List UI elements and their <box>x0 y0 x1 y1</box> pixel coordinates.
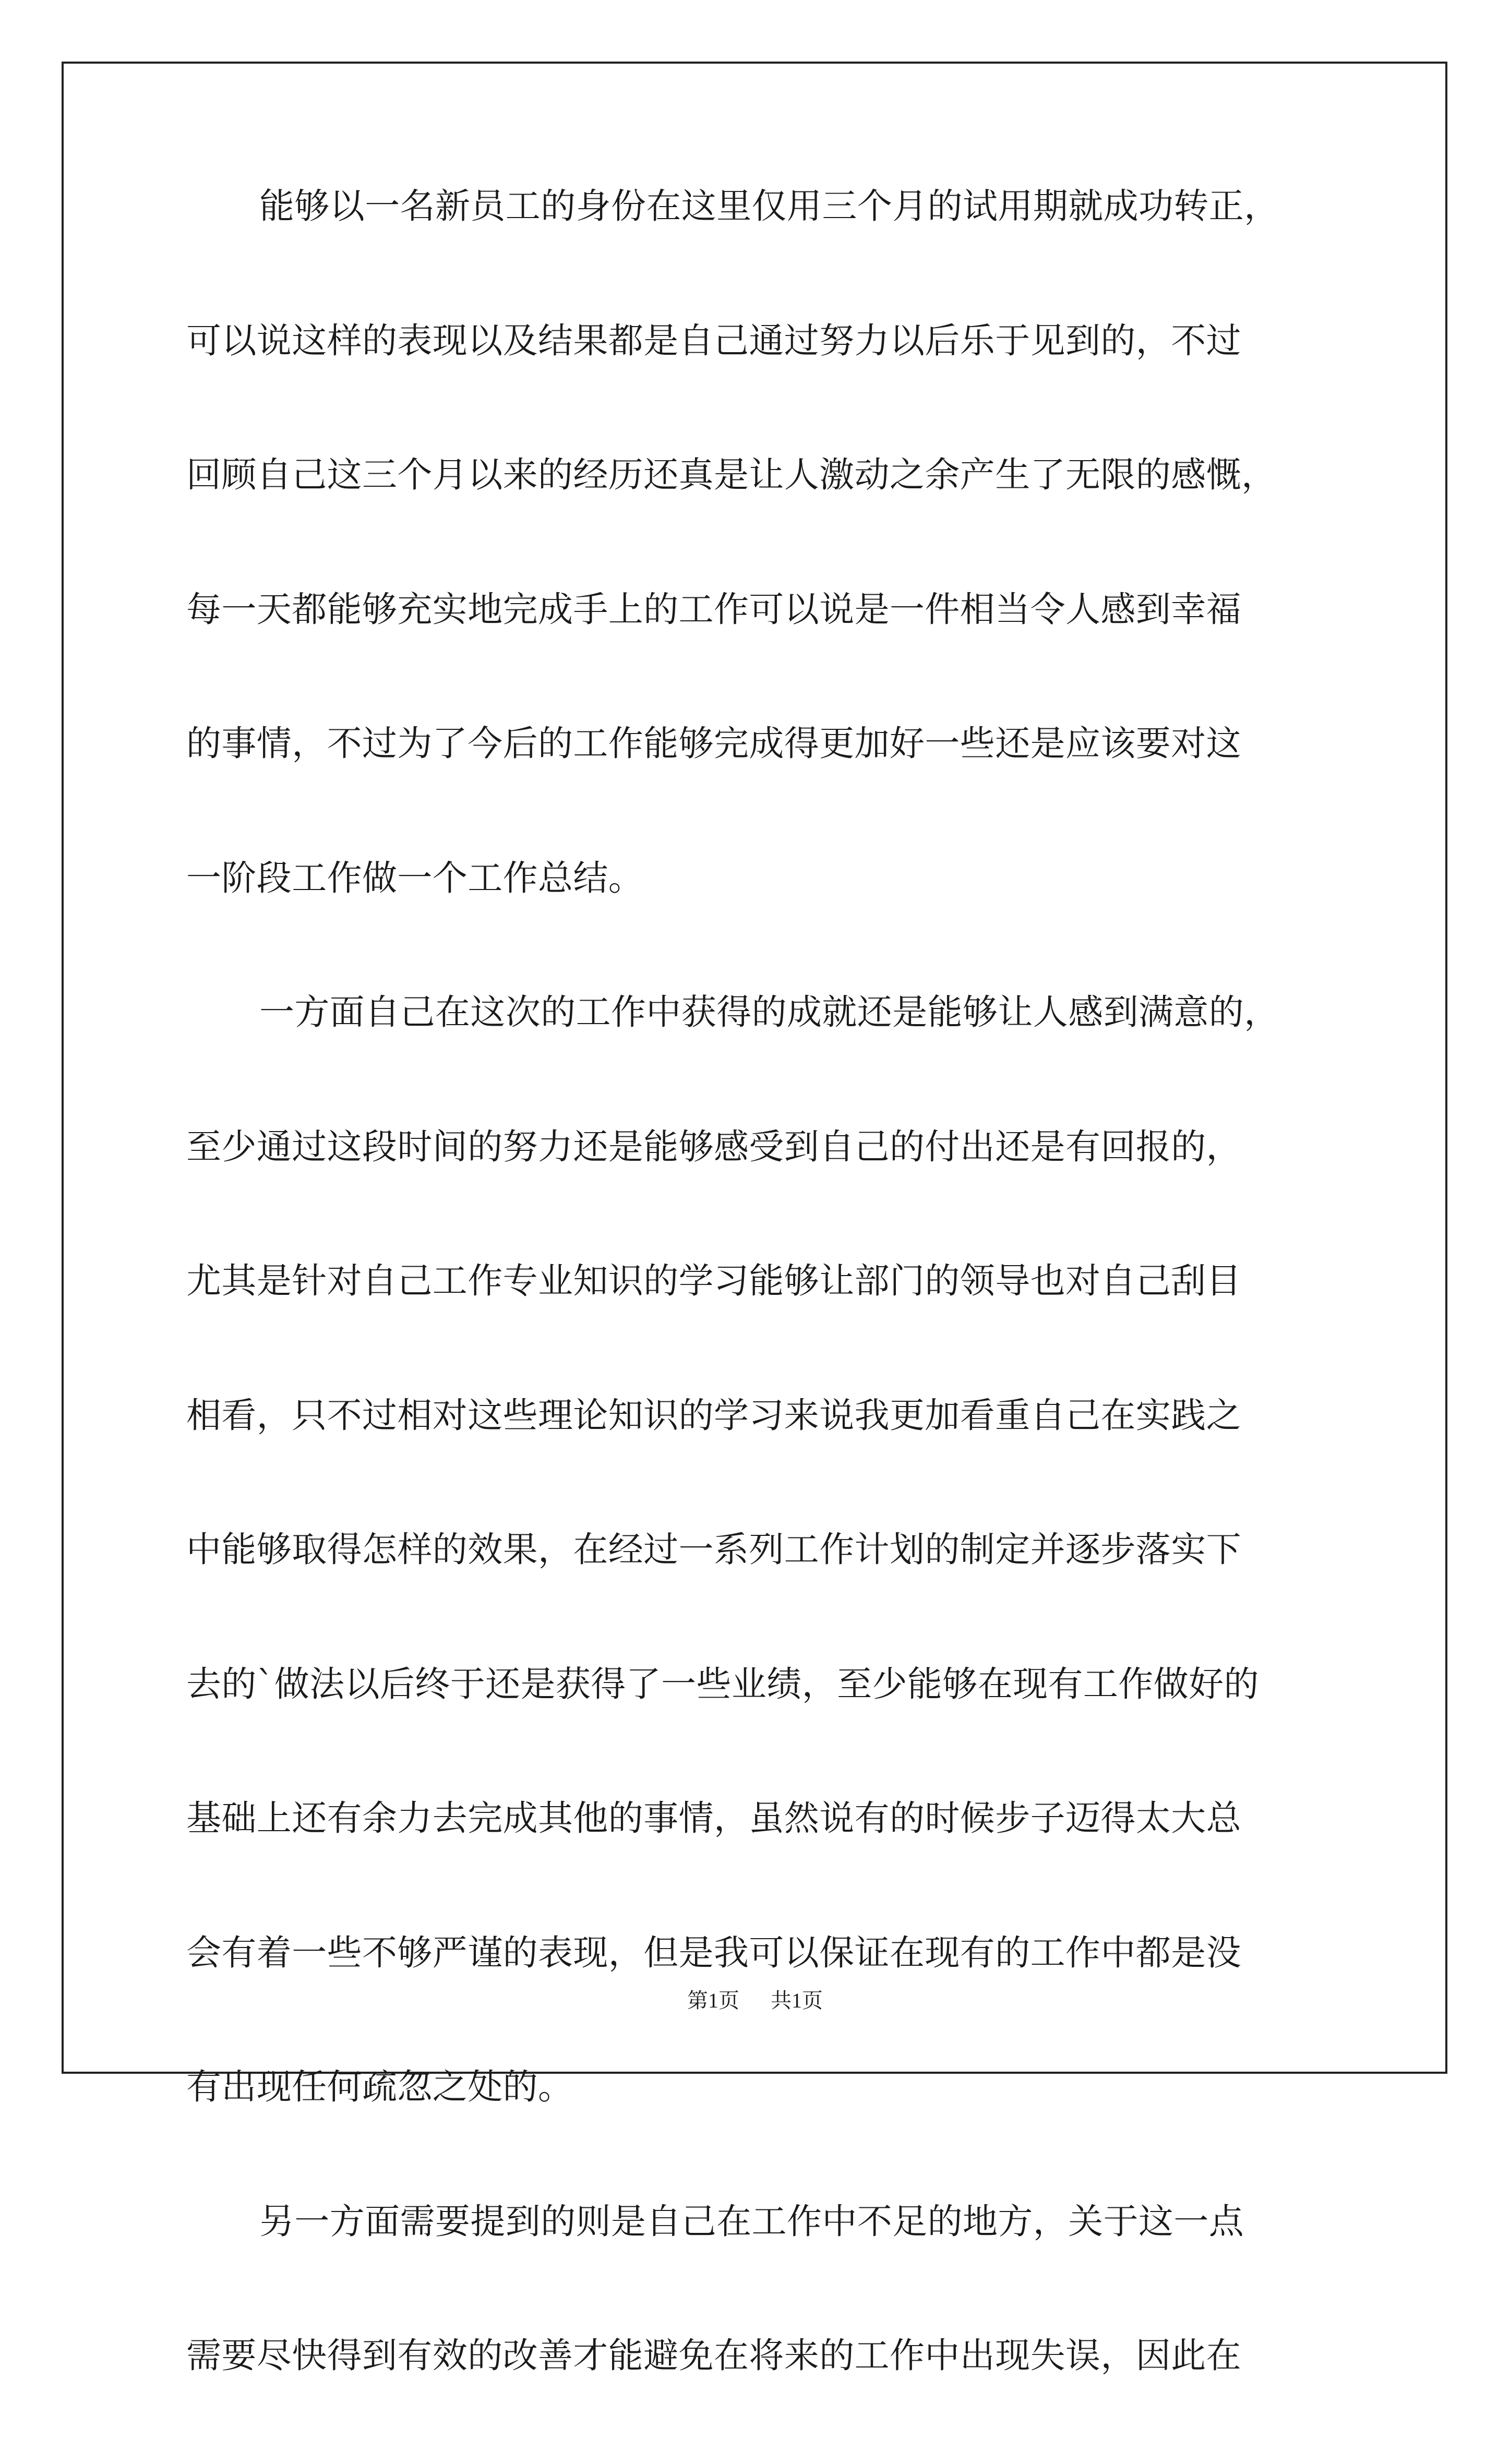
page-number-total: 共1页 <box>771 1989 823 2012</box>
paragraph-1-line: 回顾自己这三个月以来的经历还真是让人激动之余产生了无限的感慨， <box>186 454 1277 495</box>
paragraph-2-line: 会有着一些不够严谨的表现，但是我可以保证在现有的工作中都是没 <box>186 1932 1241 1973</box>
paragraph-1-line: 每一天都能够充实地完成手上的工作可以说是一件相当令人感到幸福 <box>186 588 1241 630</box>
paragraph-2-line: 中能够取得怎样的效果，在经过一系列工作计划的制定并逐步落实下 <box>186 1529 1241 1570</box>
page-footer <box>0 1985 1510 2016</box>
paragraph-2-line: 至少通过这段时间的努力还是能够感受到自己的付出还是有回报的， <box>186 1126 1241 1167</box>
paragraph-2-line: 尤其是针对自己工作专业知识的学习能够让部门的领导也对自己刮目 <box>186 1260 1241 1301</box>
paragraph-1-line: 的事情，不过为了今后的工作能够完成得更加好一些还是应该要对这 <box>186 723 1241 764</box>
document-body <box>186 180 1339 2464</box>
paragraph-2-line: 有出现任何疏忽之处的。 <box>186 2066 573 2107</box>
paragraph-2-line: 一方面自己在这次的工作中获得的成就还是能够让人感到满意的， <box>259 992 1279 1032</box>
page-number-current: 第1页 <box>687 1989 739 2012</box>
paragraph-2-line: 相看，只不过相对这些理论知识的学习来说我更加看重自己在实践之 <box>186 1395 1241 1436</box>
paragraph-1-line: 可以说这样的表现以及结果都是自己通过努力以后乐于见到的，不过 <box>186 320 1241 361</box>
paragraph-3-line: 需要尽快得到有效的改善才能避免在将来的工作中出现失误，因此在 <box>186 2335 1241 2376</box>
paragraph-3-line: 另一方面需要提到的则是自己在工作中不足的地方，关于这一点 <box>259 2201 1244 2242</box>
paragraph-2-line: 基础上还有余力去完成其他的事情，虽然说有的时候步子迈得太大总 <box>186 1798 1241 1838</box>
paragraph-1-line: 能够以一名新员工的身份在这里仅用三个月的试用期就成功转正， <box>259 186 1279 226</box>
paragraph-1-line: 一阶段工作做一个工作总结。 <box>186 857 644 898</box>
paragraph-2-line: 去的`做法以后终于还是获得了一些业绩，至少能够在现有工作做好的 <box>186 1663 1259 1704</box>
